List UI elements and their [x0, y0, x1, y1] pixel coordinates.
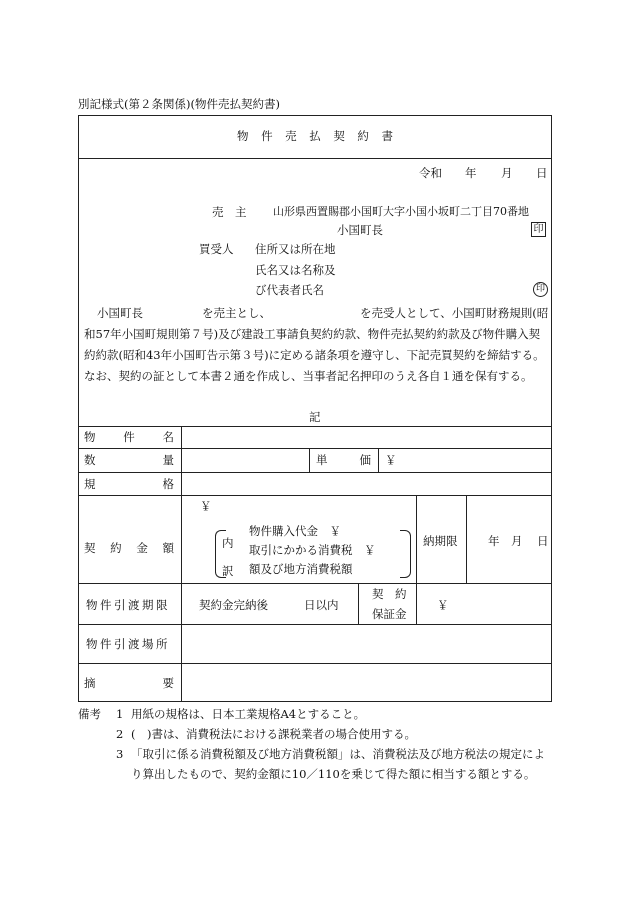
handover-period-label: 物件引渡期限 [86, 598, 170, 612]
note-3-text-a: 「取引に係る消費税額及び地方消費税額」は、消費税法及び地方税法の規定によ [131, 747, 545, 761]
quantity-label: 数 量 [84, 453, 174, 467]
col-divider [358, 583, 359, 624]
document-title [237, 129, 393, 143]
handover-period-value-a: 契約金完納後 [199, 598, 268, 612]
notes-label: 備考 [78, 707, 101, 721]
contract-amount-label: 契 約 金 額 [84, 541, 174, 555]
label-column-divider [181, 426, 182, 702]
note-1-number: 1 [116, 707, 124, 721]
buyer-label: 買受人 [199, 242, 234, 256]
form-header: 別記様式(第２条関係)(物件売払契約書) [78, 97, 280, 111]
body-line4: なお、契約の証として本書２通を作成し、当事者記名押印のうえ各自１通を保有する。 [84, 369, 533, 383]
col-divider [378, 448, 379, 472]
buyer-seal: 印 [533, 282, 548, 297]
title-divider [78, 158, 552, 159]
breakdown-consumption-tax: 取引にかかる消費税 ￥ [249, 543, 376, 557]
deposit-label-2: 保証金 [372, 607, 407, 621]
item-name-label: 物 件 名 [84, 430, 174, 444]
buyer-name-label-1: 氏名又は名称及 [255, 263, 336, 277]
breakdown-side-2: 訳 [222, 564, 234, 578]
contract-amount-yen: ￥ [200, 499, 212, 513]
breakdown-purchase-price: 物件購入代金 ￥ [249, 524, 341, 538]
contract-frame [78, 115, 552, 702]
title-char: 払 [309, 129, 321, 143]
col-divider [416, 495, 417, 624]
note-3-text-b: り算出したもので、契約金額に10／110を乗じて得た額に相当する額とする。 [131, 767, 536, 781]
buyer-address-label: 住所又は所在地 [255, 242, 336, 256]
title-char: 売 [285, 129, 297, 143]
deposit-yen: ￥ [437, 598, 449, 612]
delivery-deadline-label: 納期限 [423, 534, 458, 548]
date-day: 日 [536, 166, 548, 180]
date-era: 令和 [419, 166, 442, 180]
row-line [78, 583, 552, 584]
delivery-day: 日 [537, 534, 549, 548]
right-paren [400, 530, 411, 578]
spec-label: 規 格 [84, 477, 174, 491]
note-2-number: 2 [116, 727, 124, 741]
remarks-label: 摘 要 [84, 676, 174, 690]
seller-label: 売 主 [212, 205, 247, 219]
unit-price-label: 単 価 [316, 453, 371, 467]
body-line1-a: 小国町長 [97, 306, 143, 320]
seller-position: 小国町長 [337, 223, 383, 237]
title-char: 書 [381, 129, 393, 143]
seller-seal: 印 [531, 222, 546, 237]
title-char: 約 [357, 129, 369, 143]
body-line2: 和57年小国町規則第７号)及び建設工事請負契約約款、物件売払契約約款及び物件購入契 [84, 327, 541, 341]
row-line [78, 495, 552, 496]
date-month: 月 [501, 166, 513, 180]
title-char: 契 [333, 129, 345, 143]
date-year: 年 [465, 166, 477, 180]
unit-price-yen: ￥ [385, 453, 397, 467]
breakdown-side-1: 内 [222, 536, 234, 550]
col-divider [309, 448, 310, 472]
row-line [78, 448, 552, 449]
breakdown-local-tax: 額及び地方消費税額 [249, 562, 353, 576]
handover-period-value-b: 日以内 [304, 598, 339, 612]
body-line1-b: を売主とし、 [202, 306, 271, 320]
ki-mark: 記 [309, 410, 321, 424]
deposit-label-1: 契 約 [372, 587, 407, 601]
note-2-text: ( )書は、消費税法における課税業者の場合使用する。 [131, 727, 416, 741]
seller-address: 山形県西置賜郡小国町大字小国小坂町二丁目70番地 [273, 205, 529, 218]
body-line3: 約約款(昭和43年小国町告示第３号)に定める諸条項を遵守し、下記売買契約を締結する。 [84, 348, 545, 362]
row-line [78, 472, 552, 473]
title-char: 物 [237, 129, 249, 143]
row-line [78, 624, 552, 625]
delivery-year: 年 [488, 534, 500, 548]
row-line [78, 663, 552, 664]
body-line1-c: を売受人として、小国町財務規則(昭 [360, 306, 549, 320]
col-divider [466, 495, 467, 583]
handover-place-label: 物件引渡場所 [86, 637, 170, 651]
buyer-name-label-2: び代表者氏名 [255, 283, 324, 297]
note-3-number: 3 [116, 747, 124, 761]
note-1-text: 用紙の規格は、日本工業規格A4とすること。 [131, 707, 366, 721]
title-char: 件 [261, 129, 273, 143]
delivery-month: 月 [511, 534, 523, 548]
table-top-line [78, 426, 552, 427]
